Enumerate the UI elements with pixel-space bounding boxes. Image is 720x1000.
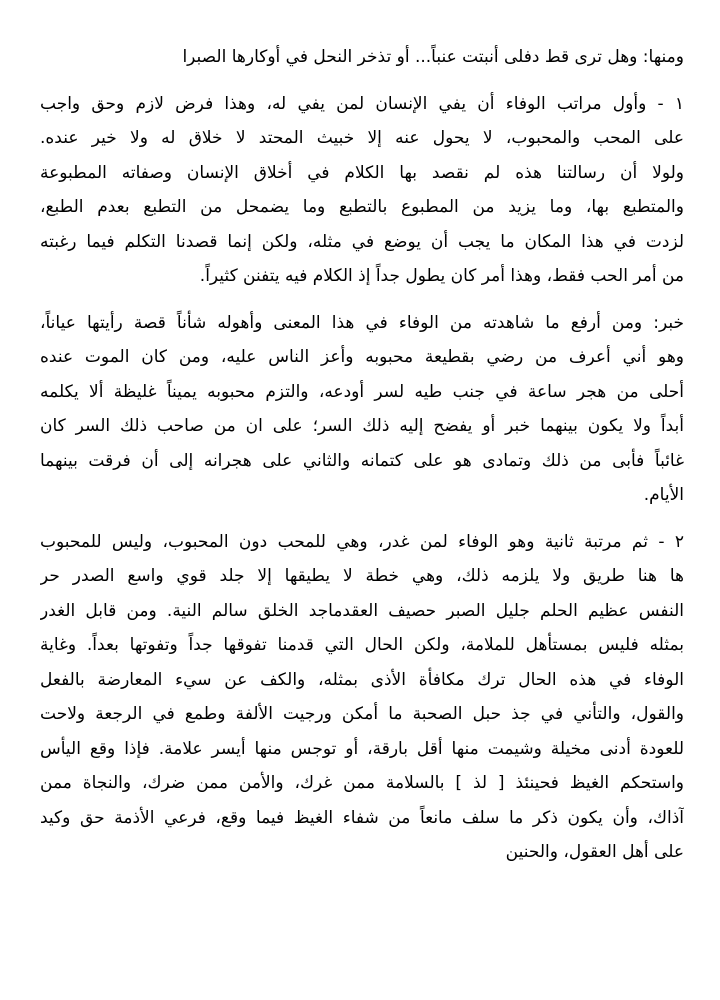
text-line: آذاك، وأن يكون ذكر ما سلف مانعاً من شفاء الغيظ فيما وقع، فرعي الأذمة حق وكيد xyxy=(40,807,684,828)
paragraph-story xyxy=(40,306,684,513)
text-line: ولولا أن رسالتنا هذه لم نقصد بها الكلام في أخلاق الإنسان وصفاته المطبوعة xyxy=(40,162,684,183)
paragraph-first-rank-loyalty xyxy=(40,87,684,294)
text-line: على المحب والمحبوب، لا يحول عنه إلا خبيث المحتد لا خلاق له ولا خير عنده. xyxy=(40,128,684,148)
intro-verse xyxy=(40,40,684,75)
text-line: والقول، والتأني في جذ حبل الصحبة ما أمكن ورجيت الألفة وطمع في الرجعة ولاحت xyxy=(40,704,684,724)
text-line: للعودة أدنى مخيلة وشيمت منها أقل بارقة، أو توجس منها أيسر علامة. فإذا وقع اليأس xyxy=(40,738,684,759)
text-line: من أمر الحب فقط، وهذا أمر كان يطول جداً إذ الكلام فيه يتفنن كثيراً. xyxy=(199,266,684,286)
text-line: والمتطبع بها، وما يزيد من المطبوع بالتطبع وما يضمحل من التطبع بعدم الطبع، xyxy=(40,197,684,217)
text-line: غائباً فأبى من ذلك وتمادى هو على كتمانه والثاني على هجرانه إلى أن فرقت بينهما xyxy=(40,450,684,471)
text-line: على أهل العقول، والحنين xyxy=(505,842,684,862)
text-line: أبداً ولا يكون بينهما خبر أو يفضح إليه ذلك السر؛ على ان من صاحب ذلك السر كان xyxy=(40,416,684,436)
text-line: ١ - وأول مراتب الوفاء أن يفي الإنسان لمن يفي له، وهذا فرض لازم وحق واجب xyxy=(40,93,684,114)
text-line: ها هنا طريق ولا يلزمه ذلك، وهي خطة لا يطيقها إلا جلد قوي واسع الصدر حر xyxy=(40,566,684,586)
text-line: واستحكم الغيظ فحينئذ [ لذ ] بالسلامة ممن غرك، والأمن ممن ضرك، والنجاة ممن xyxy=(40,773,684,793)
text-line: خبر: ومن أرفع ما شاهدته من الوفاء في هذا المعنى وأهوله شأناً قصة رأيتها عياناً، xyxy=(40,312,684,333)
paragraph-second-rank-loyalty xyxy=(40,525,684,870)
text-line: ٢ - ثم مرتبة ثانية وهو الوفاء لمن غدر، وهي للمحب دون المحبوب، وليس للمحبوب xyxy=(40,531,684,552)
text-line: لزدت في هذا المكان ما يجب أن يوضع في مثله، ولكن إنما قصدنا التكلم فيما رغبته xyxy=(40,231,684,252)
text-line: بمثله فليس بمستأهل للملامة، ولكن الحال التي قدمنا تفوقها جداً وتفوتها بعداً. وغاية xyxy=(40,635,684,655)
text-line: الوفاء في هذه الحال ترك مكافأة الأذى بمثله، والكف عن سيء المعارضة بالفعل xyxy=(40,669,684,690)
text-line: وهو أني أعرف من رضي بقطيعة محبوبه وأعز الناس عليه، ومن كان الموت عنده xyxy=(40,347,684,367)
intro-verse-line: ومنها: وهل ترى قط دفلى أنبتت عنباً... أو تذخر النحل في أوكارها الصبرا xyxy=(182,47,684,67)
text-line: النفس عظيم الحلم جليل الصبر حصيف العقدماجد الخلق سالم النية. ومن قابل الغدر xyxy=(40,600,684,621)
text-line: أحلى من هجر ساعة في جنب طيه لسر أودعه، والتزم محبوبه يميناً غليظة ألا يكلمه xyxy=(40,381,684,402)
text-line: الأيام. xyxy=(643,485,684,505)
